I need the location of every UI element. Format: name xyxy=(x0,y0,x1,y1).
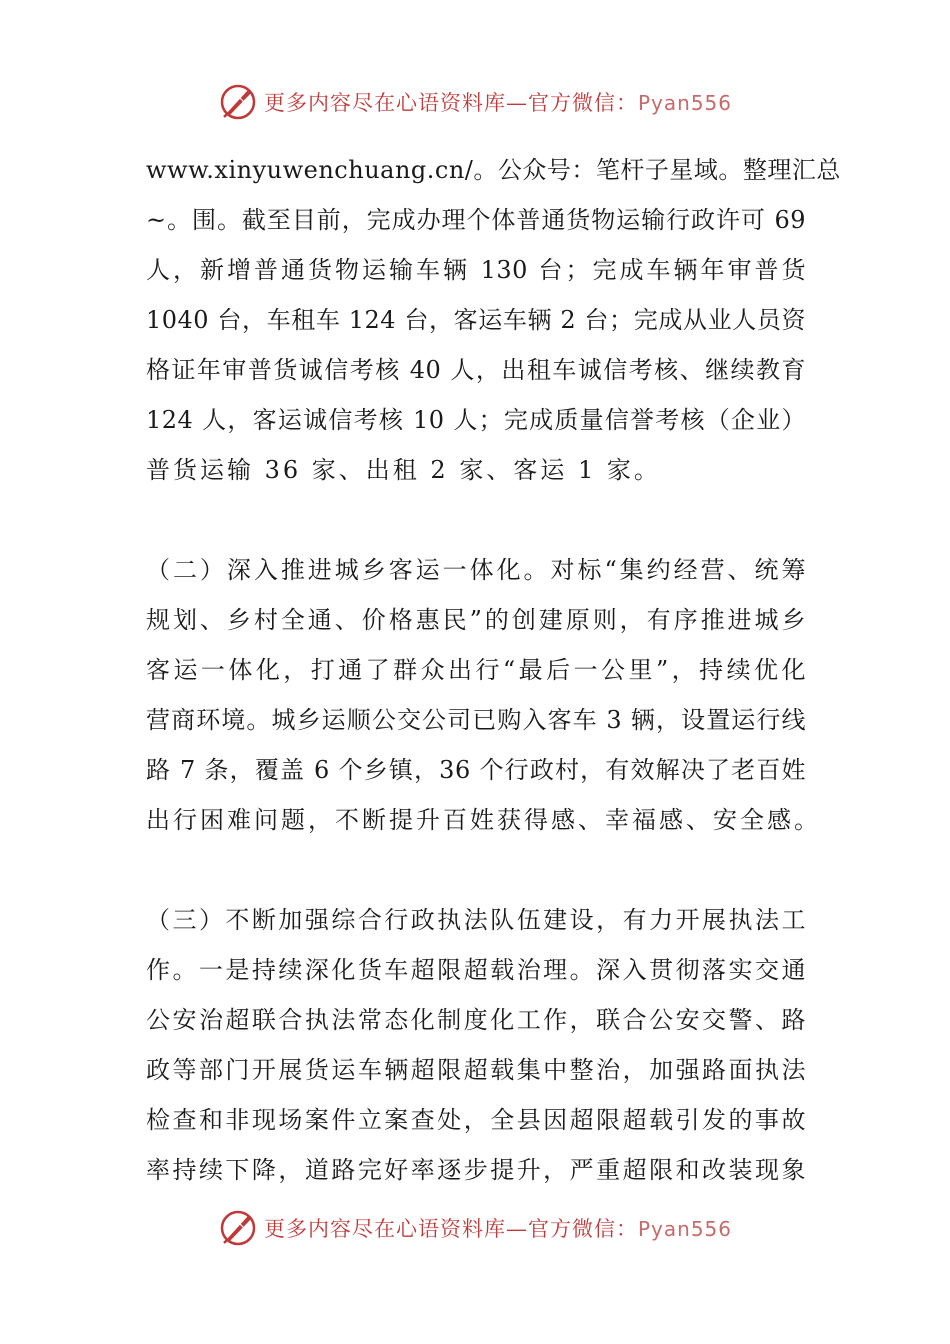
text-line: 124 人，客运诚信考核 10 人；完成质量信誉考核（企业） xyxy=(146,406,806,434)
quill-logo-icon xyxy=(218,82,258,122)
footer-brand-label: 更多内容尽在心语资料库—官方微信： xyxy=(263,1217,638,1241)
paragraph-gap xyxy=(146,495,806,545)
text-line: 人，新增普通货物运输车辆 130 台；完成车辆年审普货 xyxy=(146,256,806,284)
text-line: 作。一是持续深化货车超限超载治理。深入贯彻落实交通 xyxy=(146,956,806,984)
paragraph-1 xyxy=(146,145,841,495)
text-line: ~。围。截至目前，完成办理个体普通货物运输行政许可 69 xyxy=(146,206,806,234)
text-line: 客运一体化，打通了群众出行“最后一公里”，持续优化 xyxy=(146,656,806,684)
text-line: 格证年审普货诚信考核 40 人，出租车诚信考核、继续教育 xyxy=(146,356,806,384)
paragraph-3 xyxy=(146,895,806,1195)
text-line: 路 7 条，覆盖 6 个乡镇，36 个行政村，有效解决了老百姓 xyxy=(146,756,806,784)
text-line: 政等部门开展货运车辆超限超载集中整治，加强路面执法 xyxy=(146,1056,806,1084)
header-brand-text xyxy=(264,87,732,117)
text-line: （二）深入推进城乡客运一体化。对标“集约经营、统筹 xyxy=(146,556,806,584)
text-line: www.xinyuwenchuang.cn/。公众号：笔杆子星域。整理汇总 xyxy=(146,156,841,184)
text-line: 公安治超联合执法常态化制度化工作，联合公安交警、路 xyxy=(146,1006,806,1034)
footer-brand-text xyxy=(264,1213,732,1243)
header-banner xyxy=(0,80,950,124)
text-line: 率持续下降，道路完好率逐步提升，严重超限和改装现象 xyxy=(146,1156,806,1184)
paragraph-gap xyxy=(146,845,806,895)
footer-wechat-id: Pyan556 xyxy=(637,1217,732,1241)
header-brand-label: 更多内容尽在心语资料库—官方微信： xyxy=(263,91,638,115)
quill-logo-icon xyxy=(218,1208,258,1248)
header-wechat-id: Pyan556 xyxy=(637,91,732,115)
document-body xyxy=(146,145,841,1195)
paragraph-2 xyxy=(146,545,821,845)
text-line: 规划、乡村全通、价格惠民”的创建原则，有序推进城乡 xyxy=(146,606,806,634)
footer-banner xyxy=(0,1206,950,1250)
text-line: 出行困难问题，不断提升百姓获得感、幸福感、安全感。 xyxy=(146,806,821,834)
text-line: 1040 台，车租车 124 台，客运车辆 2 台；完成从业人员资 xyxy=(146,306,806,334)
text-line: 普货运输 36 家、出租 2 家、客运 1 家。 xyxy=(146,456,661,484)
text-line: （三）不断加强综合行政执法队伍建设，有力开展执法工 xyxy=(146,906,806,934)
text-line: 检查和非现场案件立案查处，全县因超限超载引发的事故 xyxy=(146,1106,806,1134)
text-line: 营商环境。城乡运顺公交公司已购入客车 3 辆，设置运行线 xyxy=(146,706,806,734)
